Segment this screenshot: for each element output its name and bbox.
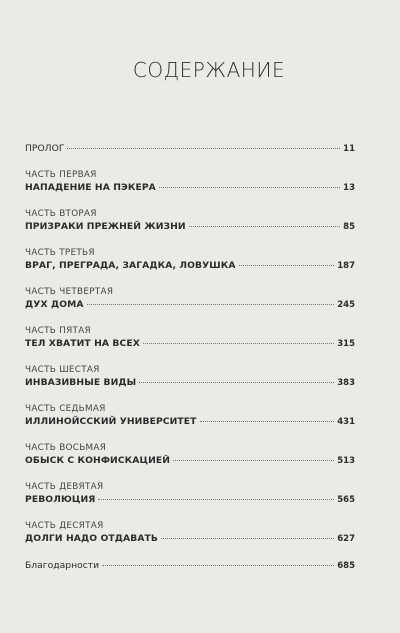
toc-entry-row xyxy=(25,454,355,468)
toc-entry-row xyxy=(25,337,355,351)
entry-title: ДОЛГИ НАДО ОТДАВАТЬ xyxy=(25,533,159,544)
page-number: 85 xyxy=(343,222,355,232)
dot-leader xyxy=(161,538,334,539)
dot-leader xyxy=(200,421,335,422)
toc-entry-acknowledgements xyxy=(25,559,355,573)
part-label: ЧАСТЬ СЕДЬМАЯ xyxy=(25,404,106,414)
entry-title: Благодарности xyxy=(25,560,100,571)
part-label: ЧАСТЬ ПЯТАЯ xyxy=(25,326,91,336)
dot-leader xyxy=(189,226,340,227)
toc-entry-row xyxy=(25,142,355,156)
toc-part-9 xyxy=(25,481,355,507)
dot-leader xyxy=(143,343,334,344)
toc-part-3 xyxy=(25,247,355,273)
toc-entry-row xyxy=(25,532,355,546)
dot-leader xyxy=(98,499,334,500)
part-label: ЧАСТЬ ВТОРАЯ xyxy=(25,209,97,219)
toc-part-2 xyxy=(25,208,355,234)
page-number: 565 xyxy=(337,495,355,505)
entry-title: ТЕЛ ХВАТИТ НА ВСЕХ xyxy=(25,338,140,349)
dot-leader xyxy=(87,304,335,305)
toc-part-7 xyxy=(25,403,355,429)
toc-entry-row xyxy=(25,415,355,429)
page-title: СОДЕРЖАНИЕ xyxy=(132,58,286,82)
toc-part-10 xyxy=(25,520,355,546)
dot-leader xyxy=(159,187,340,188)
part-label: ЧАСТЬ ВОСЬМАЯ xyxy=(25,443,107,453)
toc-part-6 xyxy=(25,364,355,390)
page-number: 513 xyxy=(337,456,355,466)
page-number: 187 xyxy=(337,261,355,271)
toc-entry-prologue xyxy=(25,142,355,156)
entry-title: ПРИЗРАКИ ПРЕЖНЕЙ ЖИЗНИ xyxy=(25,221,186,232)
dot-leader xyxy=(139,382,334,383)
page-number: 11 xyxy=(343,144,355,154)
toc-entry-row xyxy=(25,259,355,273)
part-label: ЧАСТЬ ДЕСЯТАЯ xyxy=(25,521,104,531)
entry-title: РЕВОЛЮЦИЯ xyxy=(25,494,96,505)
entry-title: ПРОЛОГ xyxy=(25,143,65,154)
page-number: 13 xyxy=(343,183,355,193)
page-number: 315 xyxy=(337,339,355,349)
dot-leader xyxy=(239,265,335,266)
part-label: ЧАСТЬ ТРЕТЬЯ xyxy=(25,248,95,258)
toc-entry-row xyxy=(25,493,355,507)
toc-part-8 xyxy=(25,442,355,468)
toc-entry-row xyxy=(25,559,355,573)
part-label: ЧАСТЬ ПЕРВАЯ xyxy=(25,170,97,180)
toc-entry-row xyxy=(25,298,355,312)
dot-leader xyxy=(102,565,334,566)
dot-leader xyxy=(173,460,334,461)
toc-entry-row xyxy=(25,376,355,390)
page-number: 245 xyxy=(337,300,355,310)
entry-title: ВРАГ, ПРЕГРАДА, ЗАГАДКА, ЛОВУШКА xyxy=(25,260,236,271)
part-label: ЧАСТЬ ДЕВЯТАЯ xyxy=(25,482,104,492)
table-of-contents xyxy=(25,142,355,586)
page-number: 627 xyxy=(337,534,355,544)
part-label: ЧАСТЬ ШЕСТАЯ xyxy=(25,365,100,375)
page-number: 685 xyxy=(337,561,355,571)
page-number: 383 xyxy=(337,378,355,388)
toc-entry-row xyxy=(25,181,355,195)
part-label: ЧАСТЬ ЧЕТВЕРТАЯ xyxy=(25,287,114,297)
toc-part-5 xyxy=(25,325,355,351)
entry-title: ДУХ ДОМА xyxy=(25,299,84,310)
toc-part-4 xyxy=(25,286,355,312)
entry-title: ИЛЛИНОЙССКИЙ УНИВЕРСИТЕТ xyxy=(25,416,197,427)
toc-entry-row xyxy=(25,220,355,234)
entry-title: НАПАДЕНИЕ НА ПЭКЕРА xyxy=(25,182,156,193)
entry-title: ИНВАЗИВНЫЕ ВИДЫ xyxy=(25,377,137,388)
entry-title: ОБЫСК С КОНФИСКАЦИЕЙ xyxy=(25,455,171,466)
toc-part-1 xyxy=(25,169,355,195)
dot-leader xyxy=(67,148,340,149)
page-number: 431 xyxy=(337,417,355,427)
